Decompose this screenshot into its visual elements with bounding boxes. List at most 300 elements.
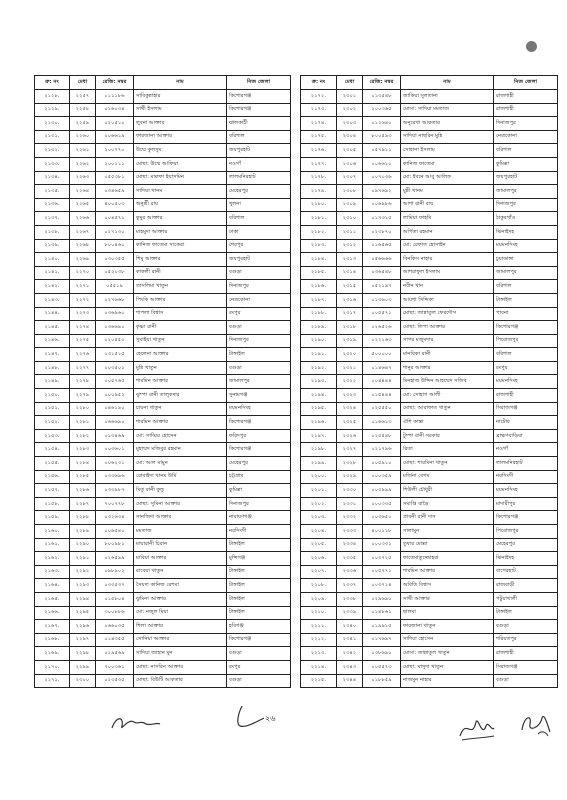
table-row [301,117,558,131]
reg-cell: ০১৫৪৪৪ [363,389,401,403]
serial-cell: ২১৯৬. [301,416,337,430]
district-cell: বগুড়া [227,647,291,661]
name-cell: মোছা: মাসুদা খাতুন [401,660,494,674]
reg-cell: ০৩২৬৩৪ [96,511,134,525]
district-cell: শেরপুর [227,239,291,253]
merit-cell: ২২৮৪ [70,457,96,471]
district-cell: শরিয়তপুর [494,633,558,647]
serial-cell: ২১৯৯. [301,457,337,471]
table-row [301,225,558,239]
serial-cell: ২২০৫. [301,538,337,552]
name-cell: রাবেয়া খাতুন [134,565,227,579]
merit-cell: ২২৬৭ [70,225,96,239]
serial-cell: ২১৫৯. [35,511,70,525]
district-cell: মেহেরপুর [227,457,291,471]
name-cell: লুবনা আক্তার [134,117,227,131]
district-cell: টাঙ্গাইল [227,348,291,362]
serial-cell: ২১৬৮. [35,633,70,647]
table-row [35,321,291,335]
table-row [301,592,558,606]
reg-cell: ০৫৭৯১১ [363,144,401,158]
district-cell: বগুড়া [494,674,558,688]
table-row [301,157,558,171]
merit-cell: ২৩১৮ [337,321,363,335]
serial-cell: ২২০৯. [301,592,337,606]
reg-cell: ০০০৩৫৯ [363,470,401,484]
table-row [35,253,291,267]
reg-header: রেজি: নম্বর [363,76,401,90]
name-cell: প্রাবনী রানী দাস [401,511,494,525]
name-cell: সোহানা ইসলাম [401,144,494,158]
reg-cell: ০১৩৫৪৮ [363,90,401,104]
merit-cell: ২২৯৯ [70,660,96,674]
serial-cell: ২১২৮. [35,90,70,104]
table-row [35,280,291,294]
reg-cell: ০২২১৬৩ [363,334,401,348]
table-row [301,103,558,117]
serial-cell: ২১৮৮. [301,307,337,321]
table-row [35,375,291,389]
name-cell: সোনিয়া আক্তার [134,633,227,647]
district-cell: বাগেরহাট [494,565,558,579]
district-cell: কিশোরগঞ্জ [227,633,291,647]
table-body-left [35,90,291,688]
serial-cell: ২১৬০. [35,525,70,539]
table-row [35,484,291,498]
merit-cell: ২২৮৫ [70,470,96,484]
name-cell: মোছা: লিপা আক্তার [401,321,494,335]
reg-cell: ০১৯৯১৫ [363,620,401,634]
district-cell: ময়মনসিংহ [494,375,558,389]
merit-cell: ২৩২৭ [337,443,363,457]
reg-cell: ০৯৭৬৯২ [363,185,401,199]
name-cell: কৃষ্ণা রানী [134,321,227,335]
merit-cell: ২২৬৩ [70,171,96,185]
name-cell: সাবিকুন্নাহার [134,90,227,104]
table-row [35,90,291,104]
name-cell: মো: ইবনে আবু আলিফ [401,171,494,185]
table-row [301,620,558,634]
name-cell: শারমিন আক্তার [134,416,227,430]
name-cell: কাকলী রানী [134,266,227,280]
table-row [301,212,558,226]
merit-cell: ২২৭৭ [70,361,96,375]
merit-cell: ২২৭২ [70,293,96,307]
reg-cell: ০৪৬১৯০ [96,402,134,416]
table-row [35,389,291,403]
serial-cell: ২১৭৭. [301,157,337,171]
serial-cell: ২১৭৪. [301,117,337,131]
table-row [301,239,558,253]
merit-cell: ২২৫৮ [70,103,96,117]
merit-cell: ২৩২৫ [337,416,363,430]
reg-cell: ০৩০৩৫৫ [96,253,134,267]
name-cell: নাজমুন নাহার [401,674,494,688]
merit-cell: ২৩০০ [70,674,96,688]
district-cell: দিনাজপুর [494,117,558,131]
serial-cell: ২১৭৩. [301,103,337,117]
district-cell: বগুড়া [227,321,291,335]
merit-cell: ২৩২১ [337,361,363,375]
merit-cell: ২৩৩৯ [337,606,363,620]
serial-cell: ২২১৪. [301,660,337,674]
merit-cell: ২৩০৯ [337,198,363,212]
table-row [35,497,291,511]
name-cell: হেলেনা আক্তার [134,348,227,362]
district-cell: নেত্রকোনা [227,293,291,307]
merit-cell: ২৩০৭ [337,171,363,185]
table-row [35,470,291,484]
serial-cell: ২১৩৯. [35,239,70,253]
serial-cell: ২১৮৫. [301,266,337,280]
name-cell: অর্পিতা রহমান [401,225,494,239]
serial-cell: ২১৭৫. [301,130,337,144]
name-cell: ফারজানা আক্তার [134,130,227,144]
name-cell: মোছা: নাসরিন আক্তার [134,660,227,674]
name-cell: পিংকি আক্তার [134,293,227,307]
table-row [301,429,558,443]
merit-cell: ২৩১১ [337,225,363,239]
table-row [35,334,291,348]
serial-cell: ২১৯৪. [301,389,337,403]
merit-cell: ২২৭০ [70,266,96,280]
serial-cell: ২২০০. [301,470,337,484]
reg-cell: ০২৯৫৬৯ [96,647,134,661]
table-row [35,157,291,171]
table-row [301,484,558,498]
serial-cell: ২১৬৯. [35,647,70,661]
reg-cell: ০৩৩৫৩৭ [96,579,134,593]
reg-cell: ০৫২০৩৮ [96,266,134,280]
serial-cell: ২১৭০. [35,660,70,674]
merit-cell: ২৩১২ [337,239,363,253]
merit-cell: ২৩১৫ [337,280,363,294]
table-row [301,565,558,579]
name-cell: শিলা আক্তার [134,620,227,634]
reg-cell: ০০৩৫০১ [96,361,134,375]
reg-cell: ০৫২১৯৭ [363,280,401,294]
district-cell: পটুয়াখালী [494,592,558,606]
name-cell: মমতাজ [134,525,227,539]
name-cell: মিনহাজ উদ্দিন আহম্মেদ সজিব [401,375,494,389]
district-cell: হবিগঞ্জ [227,620,291,634]
reg-cell: ০২১৭৯৬ [363,443,401,457]
table-row [301,348,558,362]
merit-cell: ২২৭৫ [70,334,96,348]
reg-cell: ০০০৩৩১ [363,538,401,552]
name-cell: মায়ারানী চিরান [134,538,227,552]
name-cell: মুন্নি খাতুন [134,361,227,375]
name-cell: নবীন খান [401,280,494,294]
reg-cell: ০০০৯৫২ [96,389,134,403]
serial-cell: ২১৫৩. [35,429,70,443]
merit-cell: ২৩৪১ [337,633,363,647]
serial-cell: ২২১০. [301,606,337,620]
name-cell: কানিজ ফাতেমা [401,157,494,171]
table-row [35,525,291,539]
name-cell: ঝুম্পা রানী তালুকদার [134,389,227,403]
serial-cell: ২১৭১. [35,674,70,688]
reg-cell: ৭০০৭৭৮ [96,497,134,511]
merit-cell: ২২৮২ [70,429,96,443]
name-cell: আয়শা সিদ্দিকা [401,293,494,307]
serial-cell: ২২১২. [301,633,337,647]
name-cell: ঝুমিনা আক্তার [134,592,227,606]
merit-cell: ২৩১৯ [337,334,363,348]
reg-cell: ০২৯৬৯০ [363,592,401,606]
serial-cell: ২১৭৬. [301,144,337,158]
merit-header: মেধা [337,76,363,90]
district-cell: পিরোজপুর [494,525,558,539]
merit-cell: ২২৬৪ [70,185,96,199]
serial-cell: ২১৫২. [35,416,70,430]
serial-cell: ২১৯৫. [301,402,337,416]
serial-cell: ২১৪৮. [35,361,70,375]
table-row [301,185,558,199]
table-row [35,239,291,253]
serial-cell: ২১৫১. [35,402,70,416]
serial-cell: ২১৬২. [35,552,70,566]
name-cell: মো: রেফাত হোসাইন [401,239,494,253]
name-header: নাম [134,76,227,90]
merit-cell: ২২৭১ [70,280,96,294]
district-cell: জামালপুর [227,375,291,389]
table-row [301,633,558,647]
reg-cell: ০২৫৫৫০ [363,402,401,416]
reg-cell: ০৬৬০৩৫ [96,620,134,634]
merit-cell: ২২৬০ [70,130,96,144]
table-row [301,525,558,539]
district-cell: নরসিংদী [227,525,291,539]
serial-cell: ২২০৭. [301,565,337,579]
name-cell: মো: সাব্বির হোসেন [134,429,227,443]
table-row [301,389,558,403]
table-row [301,198,558,212]
table-row [301,470,558,484]
merit-cell: ২২৯৮ [70,647,96,661]
reg-cell: ০১৪৮৬১ [363,606,401,620]
serial-cell: ২১৩৬. [35,198,70,212]
reg-cell: ০২৩৫৩৫ [96,674,134,688]
table-row [301,647,558,661]
serial-cell: ২১৮০. [301,198,337,212]
district-cell: বরিশাল [494,280,558,294]
district-cell: নওগাঁ [227,157,291,171]
table-row [35,579,291,593]
district-cell: কিশোরগঞ্জ [494,321,558,335]
merit-cell: ২৩১৩ [337,253,363,267]
name-cell: মানবিকা রানী [401,348,494,362]
reg-cell: ০০৩৭১৪ [363,579,401,593]
name-cell: শানুর আক্তার [401,361,494,375]
district-cell: টাঙ্গাইল [227,565,291,579]
table-row [301,280,558,294]
serial-cell: ২২০৩. [301,511,337,525]
reg-cell: ০৫৫৩৮১ [96,171,134,185]
reg-cell: ০০৩৯৯৯ [363,484,401,498]
district-cell: চট্টগ্রাম [227,470,291,484]
serial-cell: ২১৬৬. [35,606,70,620]
merit-cell: ২৩২৮ [337,457,363,471]
reg-cell: ০২৫৫৪৮ [363,429,401,443]
district-cell: দিনাজপুর [227,280,291,294]
name-cell: মোসা: সাদিয়া মমতাজ [401,103,494,117]
district-cell: মেহেরপুর [494,538,558,552]
district-cell: ময়মনসিংহ [494,239,558,253]
table-row [35,185,291,199]
serial-cell: ২১৩৫. [35,185,70,199]
reg-cell: ৫০০০০০ [363,348,401,362]
reg-cell: ০০৪৪৪৪ [363,375,401,389]
district-cell: রংপুর [494,361,558,375]
table-body-right [301,90,558,688]
table-row [35,674,291,688]
name-cell: চায়না খাতুন [134,402,227,416]
name-cell: মুন্নী খানম [401,185,494,199]
merit-cell: ২৩২২ [337,375,363,389]
reg-cell: ০০৬৬১৯ [96,130,134,144]
serial-cell: ২১৫০. [35,389,70,403]
merit-cell: ২২৯৫ [70,606,96,620]
merit-cell: ২২৯০ [70,538,96,552]
merit-cell: ২৩৪৪ [337,674,363,688]
merit-cell: ২২৬১ [70,144,96,158]
table-row [35,552,291,566]
serial-cell: ২২১১. [301,620,337,634]
serial-cell: ২১৯১. [301,348,337,362]
reg-cell: ০৩৮৬৯০ [363,647,401,661]
merit-cell: ২২৯২ [70,565,96,579]
name-cell: মো: সোহাগ আলী [401,389,494,403]
district-cell: বরিশাল [227,212,291,226]
name-cell: মিতু রানী কুন্ডু [134,484,227,498]
reg-cell: ০৩১৫১৫ [96,348,134,362]
reg-cell: ৮০০৫৯৩ [363,130,401,144]
district-cell: কুমিল্লা [494,157,558,171]
district-cell: দিনাজপুর [494,198,558,212]
merit-cell: ২৩৩৪ [337,538,363,552]
name-cell: বিনকিস নাহার [401,253,494,267]
reg-cell: ০০৭০৩৬ [363,171,401,185]
reg-cell: ০৯৮৯০২ [96,565,134,579]
merit-list-table-right [300,75,558,688]
serial-header: ক্র: নং [35,76,70,90]
name-cell: মো: আল মামুন [134,457,227,471]
reg-cell: ৪০০৫০৩ [96,198,134,212]
serial-header: ক্র: নং [301,76,337,90]
table-row [301,144,558,158]
table-row [35,212,291,226]
name-cell: সাথী ইসলাম [134,103,227,117]
reg-cell: ৪০০১১৮ [363,525,401,539]
name-cell: অবিতি বিশ্বাস [401,579,494,593]
serial-cell: ২১৪৫. [35,321,70,335]
district-cell: লালমনিরহাট [494,457,558,471]
name-header: নাম [401,76,494,90]
district-cell: নাটোর [494,416,558,430]
merit-cell: ২২৬৯ [70,253,96,267]
name-cell: মোসা: জান্নাতুল খাতুন [401,647,494,661]
merit-header: মেধা [70,76,96,90]
table-row [301,293,558,307]
district-cell: মুন্সিগঞ্জ [227,552,291,566]
district-cell: কিশোরগঞ্জ [227,443,291,457]
merit-cell: ২২৯৩ [70,579,96,593]
district-cell: ঢাকা [227,225,291,239]
reg-cell: ০০৬৯৮৬ [363,198,401,212]
district-cell: চুয়াডাঙ্গা [494,253,558,267]
name-cell: মোছা: উম্মে আফিয়া [134,157,227,171]
district-cell: বরিশাল [227,130,291,144]
serial-cell: ২১৭৮. [301,171,337,185]
table-row [301,511,558,525]
merit-cell: ২২৮৯ [70,525,96,539]
serial-cell: ২১২৯. [35,103,70,117]
reg-cell: ০০৪৫৭১ [96,212,134,226]
serial-cell: ২১৩৭. [35,212,70,226]
reg-cell: ০১৬৫৬৫ [363,239,401,253]
name-cell: শারমিন আক্তার [401,565,494,579]
reg-cell: ০৩৬৫৪৮ [363,266,401,280]
merit-cell: ২২৮১ [70,416,96,430]
table-row [301,443,558,457]
merit-cell: ২২৭৪ [70,321,96,335]
page-number: ২৬ [265,714,276,723]
district-cell: নওগাঁ [494,443,558,457]
reg-header: রেজি: নম্বর [96,76,134,90]
reg-cell: ০২০৫১০ [96,117,134,131]
table-row [35,117,291,131]
reg-cell: ০০৫৯১০ [363,457,401,471]
table-row [301,416,558,430]
serial-cell: ২১৫৭. [35,484,70,498]
reg-cell: ০৫৬৬৬৬ [363,253,401,267]
district-cell: ফরিদপুর [227,429,291,443]
serial-cell: ২১৮১. [301,212,337,226]
table-row [301,361,558,375]
merit-cell: ২২৭৯ [70,389,96,403]
reg-cell: ৮০০৯৮১ [96,538,134,552]
table-row [35,348,291,362]
table-row [35,144,291,158]
serial-cell: ২২১৫. [301,674,337,688]
serial-cell: ২১৬৭. [35,620,70,634]
reg-cell: ০০৬৬১০ [363,157,401,171]
table-row [35,647,291,661]
serial-cell: ২১৪৬. [35,334,70,348]
table-row [301,660,558,674]
merit-cell: ২৩৩৮ [337,592,363,606]
district-cell: পিরোজপুর [494,334,558,348]
district-cell: নারায়ণগঞ্জ [227,511,291,525]
name-cell: সাগর মজুমদার [401,334,494,348]
merit-cell: ২৩১০ [337,212,363,226]
serial-cell: ২১৪৭. [35,348,70,362]
name-cell: শাপলা বিশ্বাস [134,307,227,321]
serial-cell: ২১৩৪. [35,171,70,185]
reg-cell: ০৩৬৯৬০ [96,307,134,321]
name-cell: মোছা: মারুফা ইয়াসমিন [134,171,227,185]
serial-cell: ২১৩১. [35,130,70,144]
reg-cell: ০৩৬৬৯০ [96,321,134,335]
name-cell: মর্জিনা বেগম [401,470,494,484]
reg-cell: ০০৩৬০১ [96,443,134,457]
name-cell: শিউলী চৌধুরী [401,484,494,498]
district-cell: টাঙ্গাইল [494,606,558,620]
merit-cell: ২২৮৭ [70,497,96,511]
district-cell: ঝালকাঠী [227,117,291,131]
district-cell: কিশোরগঞ্জ [227,103,291,117]
